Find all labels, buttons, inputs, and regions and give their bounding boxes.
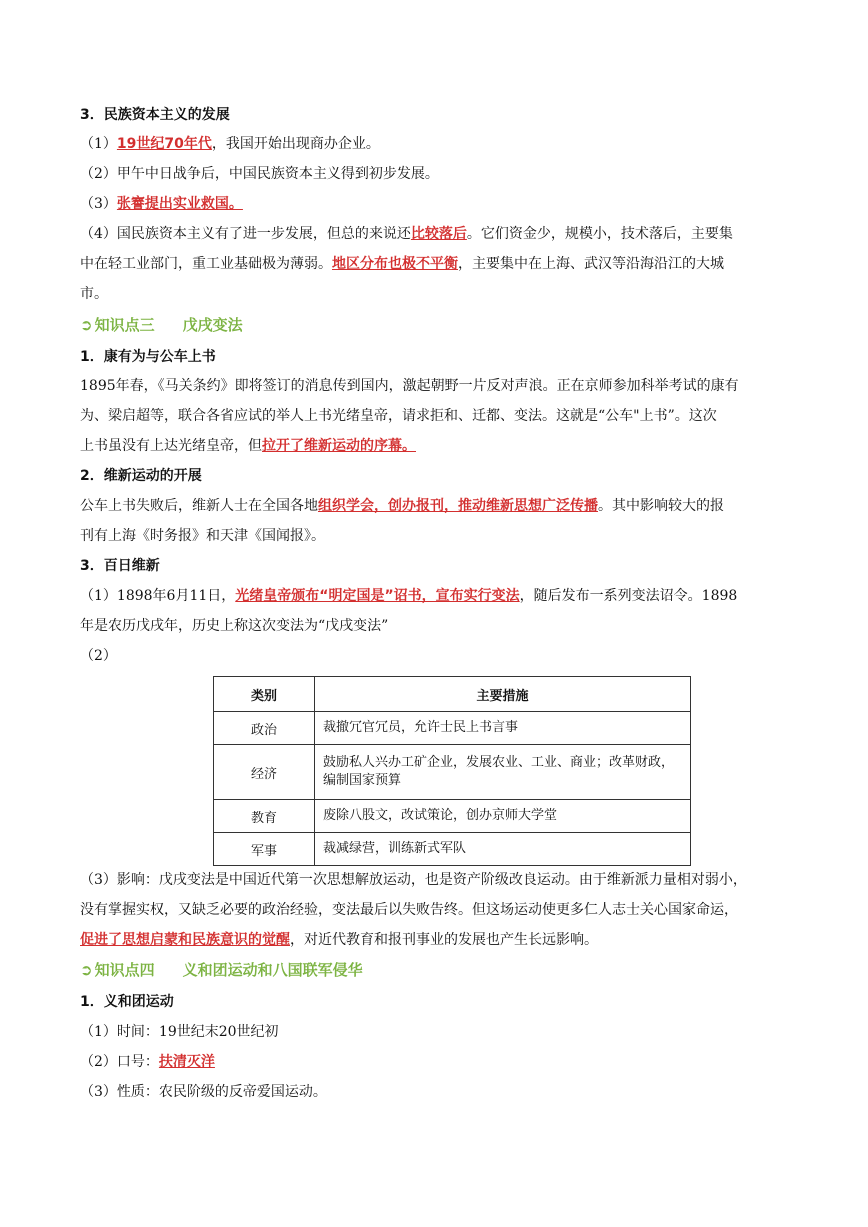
paragraph: 1895年春，《马关条约》即将签订的消息传到国内，激起朝野一片反对声浪。正在京师参加科举考试的康有 <box>80 378 739 394</box>
paragraph: 中在轻工业部门，重工业基础极为薄弱。地区分布也极不平衡，主要集中在上海、武汉等沿海沿江的大城 <box>80 256 724 272</box>
paragraph: 促进了思想启蒙和民族意识的觉醒，对近代教育和报刊事业的发展也产生长远影响。 <box>80 932 598 948</box>
category-cell: 经济 <box>214 745 315 800</box>
paragraph: 市。 <box>80 286 108 302</box>
section-heading: 3．百日维新 <box>80 558 160 574</box>
highlight: 比较落后 <box>410 226 467 242</box>
paragraph: （2）甲午中日战争后，中国民族资本主义得到初步发展。 <box>80 166 439 182</box>
section-heading: 3．民族资本主义的发展 <box>80 107 230 123</box>
measure-cell: 鼓励私人兴办工矿企业，发展农业、工业、商业；改革财政，编制国家预算 <box>315 745 691 800</box>
measure-cell: 裁撤冗官冗员，允许士民上书言事 <box>315 712 691 745</box>
table-header-row <box>214 677 691 712</box>
table-row <box>214 833 691 866</box>
paragraph: （1）19世纪70年代，我国开始出现商办企业。 <box>80 136 380 152</box>
highlight: 促进了思想启蒙和民族意识的觉醒 <box>80 932 290 948</box>
highlight: 组织学会，创办报刊，推动维新思想广泛传播 <box>318 498 598 514</box>
knowledge-point-heading: ➲ 知识点四 义和团运动和八国联军侵华 <box>80 961 363 979</box>
paragraph: 为、梁启超等，联合各省应试的举人上书光绪皇帝，请求拒和、迁都、变法。这就是“公车"上书”。这次 <box>80 408 717 424</box>
table-row <box>214 800 691 833</box>
circle-arrow-icon: ➲ <box>80 316 93 334</box>
highlight: 光绪皇帝颁布“明定国是”诏书，宣布实行变法 <box>235 588 520 604</box>
section-heading: 1．义和团运动 <box>80 994 174 1010</box>
paragraph: 刊有上海《时务报》和天津《国闻报》。 <box>80 528 325 544</box>
paragraph: （2）口号：扶清灭洋 <box>80 1054 215 1070</box>
column-header: 主要措施 <box>315 677 691 712</box>
paragraph: 上书虽没有上达光绪皇帝，但拉开了维新运动的序幕。 <box>80 438 416 454</box>
highlight: 拉开了维新运动的序幕。 <box>262 438 416 454</box>
paragraph: 没有掌握实权，又缺乏必要的政治经验，变法最后以失败告终。但这场运动使更多仁人志士关心国家命运， <box>80 902 738 918</box>
measure-cell: 裁减绿营，训练新式军队 <box>315 833 691 866</box>
knowledge-point-heading: ➲ 知识点三 戊戌变法 <box>80 316 243 334</box>
paragraph: 公车上书失败后，维新人士在全国各地组织学会，创办报刊，推动维新思想广泛传播。其中影响较大的报 <box>80 498 724 514</box>
paragraph: （1）时间：19世纪末20世纪初 <box>80 1024 279 1040</box>
paragraph: （3）张謇提出实业救国。 <box>80 196 243 212</box>
measure-cell: 废除八股文，改试策论，创办京师大学堂 <box>315 800 691 833</box>
circle-arrow-icon: ➲ <box>80 961 93 979</box>
paragraph: （3）性质：农民阶级的反帝爱国运动。 <box>80 1084 327 1100</box>
reform-measures-table <box>213 676 691 866</box>
paragraph: （2） <box>80 648 117 664</box>
paragraph: 年是农历戊戌年，历史上称这次变法为“戊戌变法” <box>80 618 389 634</box>
category-cell: 军事 <box>214 833 315 866</box>
table-row <box>214 712 691 745</box>
table-row <box>214 745 691 800</box>
category-cell: 政治 <box>214 712 315 745</box>
highlight: 扶清灭洋 <box>158 1054 215 1070</box>
column-header: 类别 <box>214 677 315 712</box>
section-heading: 1．康有为与公车上书 <box>80 349 216 365</box>
section-heading: 2．维新运动的开展 <box>80 468 202 484</box>
paragraph: （1）1898年6月11日，光绪皇帝颁布“明定国是”诏书，宣布实行变法，随后发布一系列变法诏令。1898 <box>80 588 738 604</box>
paragraph: （4）国民族资本主义有了进一步发展，但总的来说还比较落后。它们资金少，规模小，技术落后，主要集 <box>80 226 733 242</box>
category-cell: 教育 <box>214 800 315 833</box>
paragraph: （3）影响：戊戌变法是中国近代第一次思想解放运动，也是资产阶级改良运动。由于维新派力量相对弱小， <box>80 872 747 888</box>
highlight: 张謇提出实业救国。 <box>116 196 243 212</box>
highlight: 地区分布也极不平衡 <box>332 256 458 272</box>
highlight: 19世纪70年代 <box>116 136 212 152</box>
